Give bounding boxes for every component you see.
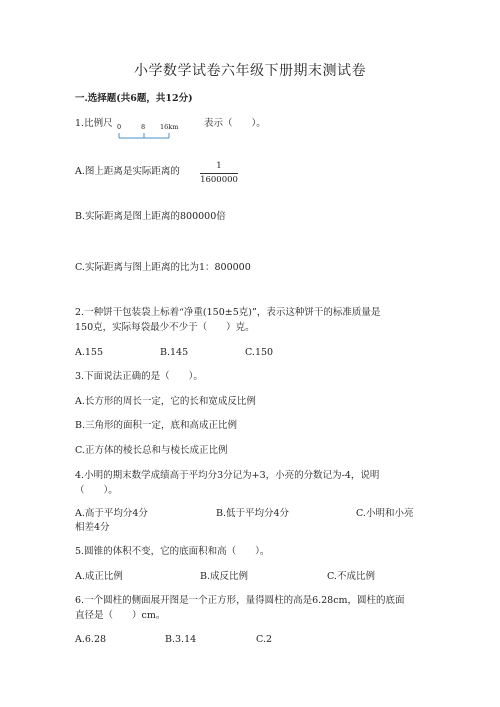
q4-option-b: B.低于平均分4分: [216, 508, 290, 519]
q2-option-a: A.155: [75, 347, 104, 358]
q2-option-b: B.145: [160, 347, 189, 358]
scale-label-16km: 16km: [160, 123, 179, 131]
scale-label-8: 8: [141, 123, 146, 131]
q3-option-a: A.长方形的周长一定，它的长和宽成反比例: [75, 396, 256, 407]
q3-stem: 3.下面说法正确的是（ ）。: [75, 371, 203, 382]
q1-stem-pre: 1.比例尺: [75, 118, 113, 129]
q4-option-c-cont: 相差4分: [75, 522, 110, 533]
q2-stem-line1: 2.一种饼干包装袋上标着“净重(150±5克)”，表示这种饼干的标准质量是: [75, 307, 381, 318]
q6-stem-line2: 直径是（ ）cm。: [75, 610, 166, 621]
fraction-bar: [200, 173, 238, 174]
q2-stem-line2: 150克，实际每袋最少不少于（ ）克。: [75, 322, 255, 333]
q1-option-a-fraction: [200, 161, 238, 186]
q4-option-a: A.高于平均分4分: [75, 508, 148, 519]
q6-option-a: A.6.28: [75, 634, 107, 645]
fraction-denominator: 1600000: [200, 175, 238, 185]
q5-option-a: A.成正比例: [75, 571, 123, 582]
q6-option-b: B.3.14: [165, 634, 197, 645]
q2-option-c: C.150: [245, 347, 274, 358]
q6-stem-line1: 6.一个圆柱的侧面展开图是一个正方形，量得圆柱的高是6.28cm，圆柱的底面: [75, 595, 405, 606]
q4-option-c: C.小明和小亮: [356, 508, 414, 519]
scale-bar-graphic: [118, 131, 170, 140]
q6-option-c: C.2: [256, 634, 272, 645]
q1-option-c: C.实际距离与图上距离的比为1：800000: [75, 262, 251, 273]
q5-option-c: C.不成比例: [327, 571, 375, 582]
q5-stem: 5.圆锥的体积不变，它的底面积和高（ ）。: [75, 546, 270, 557]
q4-stem-line1: 4.小明的期末数学成绩高于平均分3分记为+3，小亮的分数记为-4，说明: [75, 470, 380, 481]
q1-option-a: A.图上距离是实际距离的: [75, 166, 180, 177]
section-heading: 一.选择题(共6题，共12分): [75, 93, 193, 104]
q3-option-b: B.三角形的面积一定，底和高成正比例: [75, 420, 238, 431]
q5-option-b: B.成反比例: [200, 571, 249, 582]
scale-label-0: 0: [117, 123, 122, 131]
q4-stem-line2: （ ）。: [75, 485, 118, 496]
q1-option-b: B.实际距离是图上距离的800000倍: [75, 211, 226, 222]
q1-stem-post: 表示（ ）。: [204, 118, 266, 129]
fraction-numerator: 1: [216, 161, 222, 171]
page-title: 小学数学试卷六年级下册期末测试卷: [134, 63, 366, 79]
q3-option-c: C.正方体的棱长总和与棱长成正比例: [75, 445, 228, 456]
